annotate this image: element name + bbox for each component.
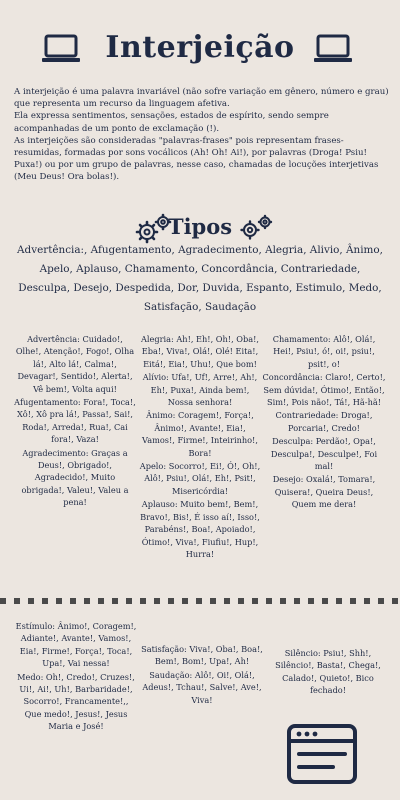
example-medo: Medo: Oh!, Credo!, Cruzes!, Ui!, Ai!, Uh!, Barbaridade!, Socorro!, Francamente!,, Que medo!, Jesus!, Jesus Maria e José! (17, 671, 135, 732)
gears-icon (238, 214, 274, 242)
example-silencio: Silêncio: Psiu!, Shh!, Silêncio!, Basta!, Chega!, Calado!, Quieto!, Bico fechado! (275, 648, 381, 696)
example-desculpa: Desculpa: Perdão!, Opa!, Desculpa!, Desculpe!, Foi mal! (270, 436, 378, 472)
example-aplauso: Aplauso: Muito bem!, Bem!, Bravo!, Bis!, É isso aí!, Isso!, Parabéns!, Boa!, Apoiado!, Ótimo!, Viva!, Fiufiu!, Hup!, Hurra! (140, 499, 260, 559)
example-contrariedade: Contrariedade: Droga!, Porcaria!, Credo! (275, 410, 373, 433)
examples-column-5 (140, 643, 264, 707)
title-row (0, 30, 400, 70)
dashed-divider (0, 598, 400, 604)
example-advertencia: Advertência: Cuidado!, Olhe!, Atenção!, Fogo!, Olha lá!, Alto lá!, Calma!, Devagar!, Sentido!, Alerta!, Vê bem!, Volta aqui! (15, 334, 135, 394)
intro-paragraph-3: As interjeições são consideradas "palavras-frases" pois representam frases-resumidas, formadas por sons vocálicos (Ah! Oh! Ai!), por palavras (Droga! Psiu! Puxa!) ou por um grupo de palavras, nesse caso, chamadas de locuções interjetivas (Meu Deus! Ora bolas!). (14, 135, 379, 183)
example-desejo: Desejo: Oxalá!, Tomara!, Quisera!, Queira Deus!, Quem me dera! (272, 474, 376, 510)
example-chamamento: Chamamento: Alô!, Olá!, Hei!, Psiu!, ó!, oi!, psiu!, psit!, o! (272, 334, 376, 369)
example-afugentamento: Afugentamento: Fora!, Toca!, Xô!, Xô pra lá!, Passa!, Sai!, Roda!, Arreda!, Rua!, Cai fora!, Vaza! (14, 397, 136, 445)
laptop-icon (314, 34, 352, 64)
intro-paragraph-2: Ela expressa sentimentos, sensações, estados de espírito, sendo sempre acompanhadas de um ponto de exclamação (!). (14, 111, 329, 134)
examples-column-6 (266, 647, 390, 698)
intro-text (14, 86, 390, 184)
examples-column-2 (138, 333, 262, 561)
examples-column-1 (14, 333, 136, 510)
example-satisfacao: Satisfação: Viva!, Oba!, Boa!, Bem!, Bom!, Upa!, Ah! (141, 644, 263, 667)
types-list: Advertência:, Afugentamento, Agradecimento, Alegria, Alivio, Ânimo, Apelo, Aplauso, Chamamento, Concordância, Contrariedade, Desculpa, Desejo, Despedida, Dor, Duvida, Espanto, Estimulo, Medo, Satisfação, Saudação (17, 244, 383, 313)
page-title: Interjeição (105, 30, 295, 65)
example-alegria: Alegria: Ah!, Eh!, Oh!, Oba!, Eba!, Viva!, Olá!, Olé! Eita!, Eitá!, Eia!, Uhu!, Que bom! (140, 334, 260, 369)
tipos-heading: Tipos (167, 214, 233, 239)
example-concordancia: Concordância: Claro!, Certo!, Sem dúvida!, Ótimo!, Então!, Sim!, Pois não!, Tá!, Hã-hã! (262, 372, 386, 408)
examples-column-3 (262, 333, 386, 512)
example-agradecimento: Agradecimento: Graças a Deus!, Obrigado!, Agradecido!, Muito obrigada!, Valeu!, Valeu a pena! (21, 447, 129, 508)
example-alivio: Alívio: Ufa!, Uf!, Arre!, Ah!, Eh!, Puxa!, Ainda bem!, Nossa senhora! (142, 372, 258, 408)
example-estimulo: Estímulo: Ânimo!, Coragem!, Adiante!, Avante!, Vamos!, Eia!, Firme!, Força!, Toca!, Upa!, Vai nessa! (15, 621, 137, 669)
examples-column-4 (14, 620, 138, 734)
example-saudacao: Saudação: Alô!, Oi!, Olá!, Adeus!, Tchau!, Salve!, Ave!, Viva! (142, 669, 262, 705)
intro-paragraph-1: A interjeição é uma palavra invariável (não sofre variação em gênero, número e grau) que representa um recurso da linguagem afetiva. (14, 87, 389, 110)
browser-window-icon (286, 723, 358, 785)
example-animo: Ânimo: Coragem!, Força!, Ânimo!, Avante!, Eia!, Vamos!, Firme!, Inteirinho!, Bora! (142, 410, 258, 458)
example-apelo: Apelo: Socorro!, Ei!, Ó!, Oh!, Alô!, Psiu!, Olá!, Eh!, Psit!, Misericórdia! (139, 461, 261, 496)
